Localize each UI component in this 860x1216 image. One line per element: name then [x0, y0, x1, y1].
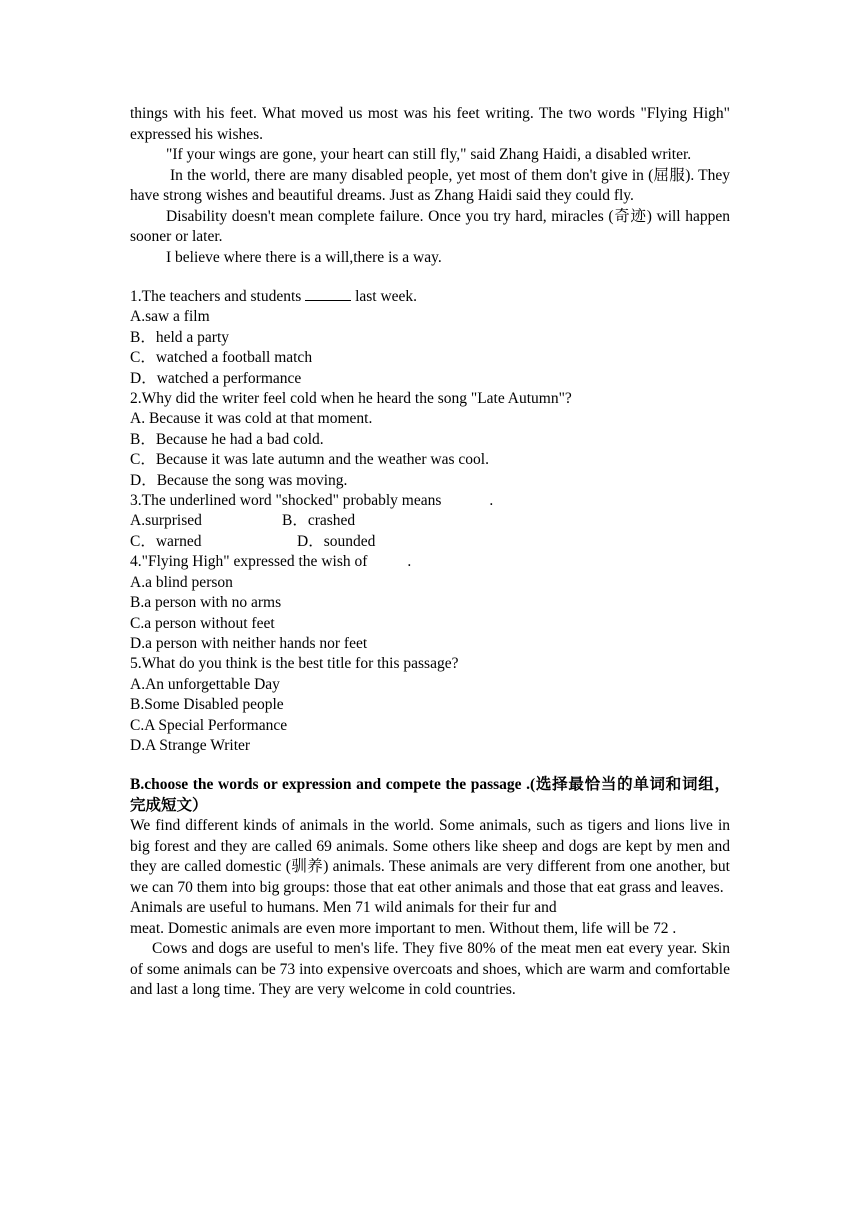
- option: C.a person without feet: [130, 614, 275, 632]
- passage-paragraph: "If your wings are gone, your heart can still fly," said Zhang Haidi, a disabled writer.: [166, 146, 692, 163]
- blank-number: 71: [355, 899, 371, 917]
- passage-paragraph: Disability doesn't mean complete failure. Once you try hard, miracles (奇迹) will happen sooner or later.: [130, 207, 730, 245]
- option: B.Some Disabled people: [130, 696, 284, 714]
- option-row: [130, 532, 730, 552]
- option: A.surprised: [130, 512, 202, 530]
- option: C．warned: [130, 532, 202, 550]
- option: A.saw a film: [130, 308, 210, 326]
- passage-paragraph: things with his feet. What moved us most was his feet writing. The two words "Flying High" expressed his wishes.: [130, 105, 730, 143]
- option: D．watched a performance: [130, 369, 302, 387]
- option: B.a person with no arms: [130, 594, 282, 612]
- option: A.An unforgettable Day: [130, 675, 280, 693]
- option: D．Because the song was moving.: [130, 471, 348, 489]
- blank-number: 73: [279, 960, 296, 978]
- passage-paragraph: Animals are useful to humans. Men 71 wild animals for their fur and: [130, 899, 557, 917]
- question-list: [130, 287, 730, 756]
- document-page: [130, 104, 730, 1001]
- section-b: [130, 775, 730, 1001]
- section-heading: B.choose the words or expression and compete the passage .(选择最恰当的单词和词组，完成短文）: [130, 776, 730, 814]
- blank-number: 72: [652, 919, 669, 937]
- question-stem: 5.What do you think is the best title for this passage?: [130, 655, 459, 673]
- option: A.a blind person: [130, 573, 233, 591]
- option: D.a person with neither hands nor feet: [130, 634, 368, 652]
- question-stem: 2.Why did the writer feel cold when he heard the song "Late Autumn"?: [130, 390, 572, 408]
- passage-paragraph: I believe where there is a will,there is a way.: [166, 248, 442, 266]
- blank-number: 69: [316, 837, 332, 855]
- passage-paragraph: meat. Domestic animals are even more important to men. Without them, life will be 72 .: [130, 919, 677, 937]
- option: B．crashed: [282, 512, 356, 530]
- blank-number: 70: [177, 878, 193, 896]
- option: B．Because he had a bad cold.: [130, 430, 324, 448]
- question-stem: 3.The underlined word "shocked" probably means .: [130, 492, 494, 510]
- option: B．held a party: [130, 328, 230, 346]
- passage-paragraph: In the world, there are many disabled people, yet most of them don't give in (屈服). They have strong wishes and beautiful dreams. Just as Zhang Haidi said they could fly.: [130, 166, 730, 204]
- option: C．Because it was late autumn and the weather was cool.: [130, 451, 489, 469]
- option: C．watched a football match: [130, 349, 313, 367]
- question-stem: 1.The teachers and students last week.: [130, 288, 418, 305]
- answer-blank: [305, 287, 351, 301]
- option: C.A Special Performance: [130, 716, 288, 734]
- question-stem: 4."Flying High" expressed the wish of .: [130, 553, 412, 571]
- option: D.A Strange Writer: [130, 736, 251, 754]
- passage-paragraph: Cows and dogs are useful to men's life. They five 80% of the meat men eat every year. Skin of some animals can be 73 into expensive overcoats and shoes, which are warm and comfortable and last a long time. They are very welcome in cold countries.: [130, 940, 730, 999]
- option: A. Because it was cold at that moment.: [130, 410, 373, 428]
- option: D．sounded: [297, 532, 376, 550]
- passage-paragraph: We find different kinds of animals in the world. Some animals, such as tigers and lions live in big forest and they are called 69 animals. Some others like sheep and dogs are kept by men and they are called domestic (驯养) animals. These animals are very different from one another, but we can 70 them into big groups: those that eat other animals and those that eat grass and leaves.: [130, 817, 730, 896]
- option-row: [130, 511, 730, 531]
